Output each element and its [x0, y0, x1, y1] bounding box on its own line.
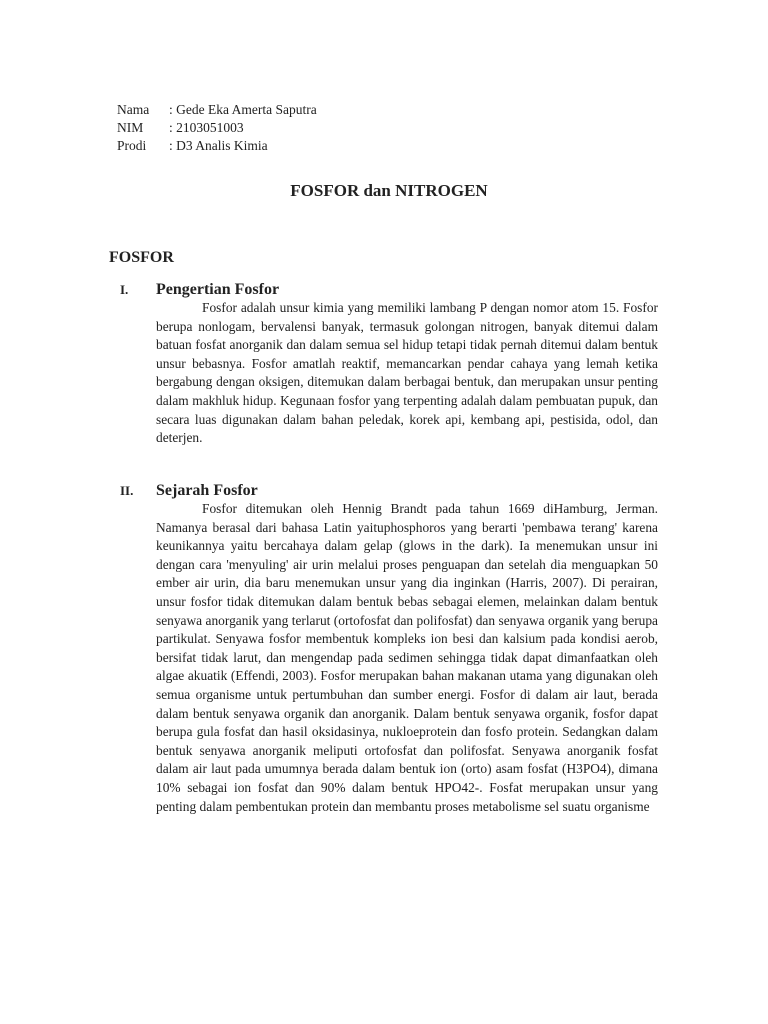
- subsection-title: Pengertian Fosfor: [156, 281, 280, 298]
- name-value: : Gede Eka Amerta Saputra: [169, 102, 317, 117]
- subsection-heading: [120, 281, 660, 299]
- name-label: Nama: [117, 102, 150, 117]
- subsection-paragraph: Fosfor ditemukan oleh Hennig Brandt pada tahun 1669 diHamburg, Jerman. Namanya berasal dari bahasa Latin yaituphosphoros yang berarti 'pembawa terang' karena keunikannya yaitu bercahaya dalam gelap (glows in the dark). Ia menemukan unsur ini dengan cara 'menyuling' air urin melalui proses penguapan dan setelah dia menguapkan 50 ember air urin, dia baru menemukan unsur yang dia inginkan (Harris, 2007). Di perairan, unsur fosfor tidak ditemukan dalam bentuk bebas sebagai elemen, melainkan dalam bentuk senyawa anorganik yang terlarut (ortofosfat dan polifosfat) dan senyawa organik yang berupa partikulat. Senyawa fosfor membentuk kompleks ion besi dan kalsium pada kondisi aerob, bersifat tidak larut, dan mengendap pada sedimen sehingga tidak dapat dimanfaatkan oleh algae akuatik (Effendi, 2003). Fosfor merupakan bahan makanan utama yang digunakan oleh semua organisme untuk pertumbuhan dan sumber energi. Fosfor di dalam air laut, berada dalam bentuk senyawa organik dan anorganik. Dalam bentuk senyawa organik, fosfor dapat berupa gula fosfat dan hasil oksidasinya, nukloeprotein dan fosfo protein. Sedangkan dalam bentuk senyawa anorganik meliputi ortofosfat dan polifosfat. Senyawa anorganik fosfat dalam air laut pada umumnya berada dalam bentuk ion (orto) asam fosfat (H3PO4), dimana 10% sebagai ion fosfat dan 90% dalam bentuk HPO42-. Fosfat merupakan unsur yang penting dalam pembentukan protein dan membantu proses metabolisme sel suatu organisme: [156, 501, 658, 814]
- nim-row: [117, 119, 317, 137]
- author-info: [117, 101, 317, 155]
- subsection-pengertian: [120, 281, 660, 461]
- subsection-sejarah: [120, 482, 660, 829]
- section-heading: FOSFOR: [109, 249, 174, 266]
- nim-value: : 2103051003: [169, 120, 244, 135]
- nim-label: NIM: [117, 120, 144, 135]
- document-title: FOSFOR dan NITROGEN: [290, 181, 488, 200]
- prodi-label: Prodi: [117, 138, 147, 153]
- prodi-row: [117, 137, 317, 155]
- subsection-title: Sejarah Fosfor: [156, 482, 258, 499]
- subsection-paragraph: Fosfor adalah unsur kimia yang memiliki lambang P dengan nomor atom 15. Fosfor berupa nonlogam, bervalensi banyak, termasuk golongan nitrogen, banyak ditemui dalam batuan fosfat anorganik dan dalam semua sel hidup tetapi tidak pernah ditemui dalam bentuk unsur bebasnya. Fosfor amatlah reaktif, memancarkan pendar cahaya yang lemah ketika bergabung dengan oksigen, ditemukan dalam berbagai bentuk, dan merupakan unsur penting dalam makhluk hidup. Kegunaan fosfor yang terpenting adalah dalam pembuatan pupuk, dan secara luas digunakan dalam bahan peledak, korek api, kembang api, pestisida, odol, dan deterjen.: [156, 300, 658, 446]
- subsection-number: I.: [120, 282, 129, 297]
- name-row: [117, 101, 317, 119]
- subsection-number: II.: [120, 483, 134, 498]
- subsection-heading: [120, 482, 660, 500]
- prodi-value: : D3 Analis Kimia: [169, 138, 268, 153]
